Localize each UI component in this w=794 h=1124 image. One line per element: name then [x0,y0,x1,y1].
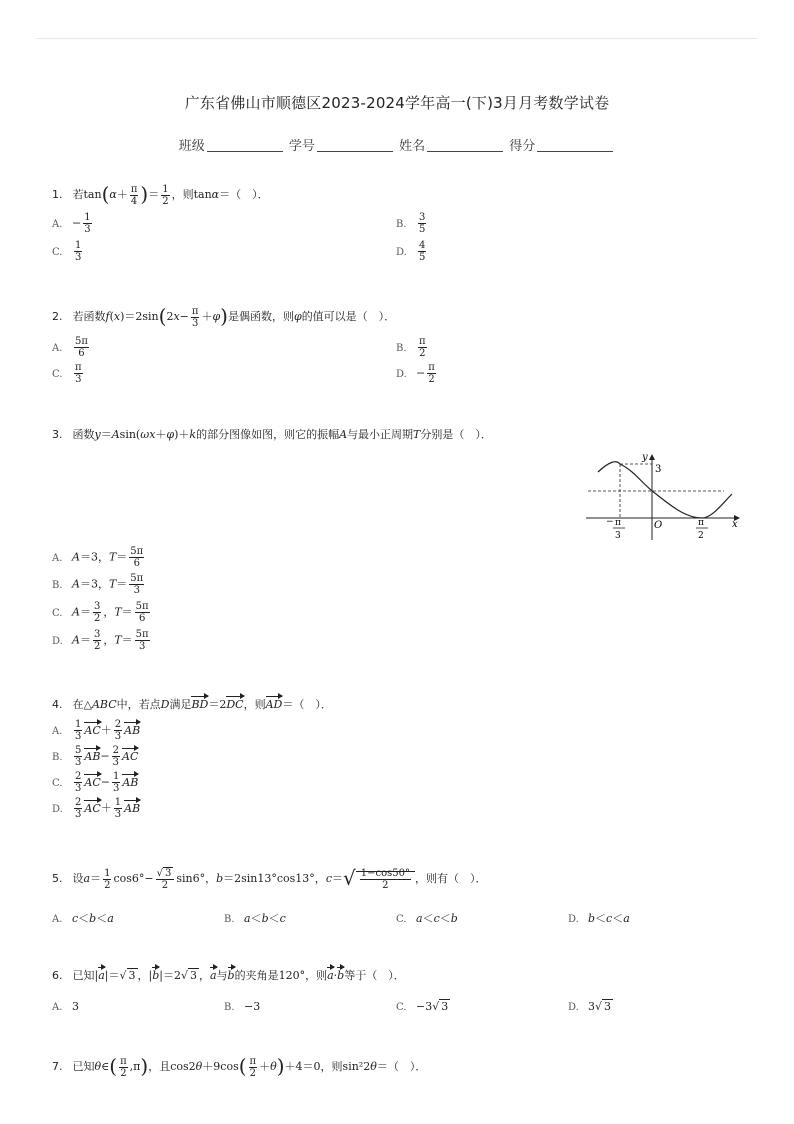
tick-neg-pi-3-num: − [606,517,614,527]
question-5 [52,866,486,891]
q-text: 与最小正周期 [347,428,414,441]
name-blank[interactable] [427,151,503,152]
q3-option-d[interactable]: D. A＝ $\frac{3}{2}$ ，T＝ $\frac{5\pi}{3}$ [52,629,149,652]
q-text: ，且 [148,1060,171,1073]
q-text: ＝（ ）． [282,698,332,711]
q2-option-a[interactable]: A. $\frac{5\pi}{6}$ [52,336,88,359]
score-blank[interactable] [537,151,613,152]
option-label: C. [396,1002,407,1013]
q6-option-a[interactable]: A. 3 [52,1000,79,1013]
q-text: ，则 [171,188,194,201]
option-label: B. [224,914,235,925]
option-label: D. [568,914,579,925]
q5-formula: a＝ $\frac{1}{2}$ cos6°− $\frac{√ 3}{2}$ sin6°，b＝2sin13°cos13°，c＝√ $\frac{1-\cos 50^\circ}{2}$ [84,872,415,885]
question-number: 2. [52,310,63,323]
header-rule [36,38,758,39]
q7-formula-theta: θ∈( $\frac{\pi}{2}$ ,π) [94,1054,149,1079]
option-label: B. [396,342,407,354]
question-1: 1. 若tan(α＋ $\frac{\pi}{4}$ )＝ $\frac{1}{2}$ ，则tanα＝（ ）． [52,182,269,207]
option-label: C. [52,607,63,619]
q6-formula: |a|＝√ 3 ，|b|＝2√ 3 ，a [94,969,217,982]
q-text: 等于（ ）． [344,969,405,982]
question-number: 6. [52,969,63,982]
tick-pi-2-bottom: 2 [698,531,704,541]
option-label: B. [224,1002,235,1013]
origin-label: O [654,520,663,531]
question-number: 7. [52,1060,63,1073]
y-axis-arrow [649,454,655,460]
page-title: 广东省佛山市顺德区2023-2024学年高一(下)3月月考数学试卷 [184,94,610,112]
option-label: C. [396,914,407,925]
option-label: D. [52,803,63,815]
q6-option-c[interactable]: C. −3√ 3 [396,1000,449,1013]
q1-option-a[interactable]: A. − $\frac{1}{3}$ [52,212,91,235]
option-label: D. [396,246,407,258]
option-label: D. [52,635,63,647]
y-axis-label: y [642,452,648,463]
tick-3: 3 [655,464,662,475]
q-text: 的值可以是（ ）． [301,310,396,323]
q5-option-c[interactable]: C. a＜c＜b [396,912,458,925]
q3-option-a[interactable]: A. A＝3，T＝ $\frac{5\pi}{6}$ [52,546,144,569]
q2-option-b[interactable]: B. $\frac{\pi}{2}$ [396,336,426,359]
id-label: 学号 [288,139,315,154]
question-number: 1. [52,188,63,201]
q6-option-d[interactable]: D. 3√ 3 [568,1000,612,1013]
class-blank[interactable] [207,151,283,152]
name-label: 姓名 [399,139,426,154]
q3-graph [584,452,744,542]
q1-option-d[interactable]: D. $\frac{4}{5}$ [396,240,426,263]
q3-formula: y＝Asin(ωx＋φ)＋k [94,428,197,441]
q-text: ，则 [320,1060,343,1073]
q4-option-b[interactable]: B. $\frac{5}{3}$ AB− $\frac{2}{3}$ AC [52,745,139,768]
q2-option-d[interactable]: D. − $\frac{\pi}{2}$ [396,362,435,385]
option-label: A. [52,725,63,737]
option-label: B. [396,218,407,230]
q-text: 的部分图像如图，则它的振幅 [196,428,340,441]
x-axis-label: x [732,519,738,530]
score-label: 得分 [509,139,536,154]
q5-option-b[interactable]: B. a＜b＜c [224,912,286,925]
option-label: B. [52,579,63,591]
option-label: D. [568,1002,579,1013]
q-text: 若函数 [72,310,106,323]
option-label: A. [52,342,63,354]
q-text: 函数 [72,428,95,441]
q-text: 与 [216,969,228,982]
class-label: 班级 [178,139,205,154]
tick-neg-pi-3-top: π [615,518,621,528]
question-number: 3. [52,428,63,441]
option-label: C. [52,368,63,380]
q4-option-d[interactable]: D. $\frac{2}{3}$ AC＋ $\frac{1}{3}$ AB [52,797,141,820]
q1-option-b[interactable]: B. $\frac{3}{5}$ [396,212,426,235]
question-2: 2. 若函数f(x)＝2sin(2x− $\frac{\pi}{3}$ ＋φ)是偶函数，则φ的值可以是（ ）． [52,304,396,329]
q-text: 是偶函数，则 [227,310,294,323]
q2-option-c[interactable]: C. $\frac{\pi}{3}$ [52,362,82,385]
q4-option-a[interactable]: A. $\frac{1}{3}$ AC＋ $\frac{2}{3}$ AB [52,719,141,742]
q-text: 中，若点 [116,698,161,711]
question-4: 4. 在△ABC中，若点D满足BD＝2DC，则AD＝（ ）． [52,698,332,711]
q-text: 已知 [72,969,95,982]
question-number: 4. [52,698,63,711]
question-number: 5. [52,872,63,885]
option-label: C. [52,246,63,258]
q-text: ＝（ ）． [219,188,269,201]
q-text: 满足 [169,698,192,711]
q2-formula: f(x)＝2sin(2x− $\frac{\pi}{3}$ ＋φ) [105,304,228,329]
q-text: 设 [72,872,84,885]
q4-option-c[interactable]: C. $\frac{2}{3}$ AC− $\frac{1}{3}$ AB [52,771,139,794]
student-info-row [0,135,794,154]
q-text: 若 [72,188,84,201]
q7-formula: cos2θ＋9cos( $\frac{\pi}{2}$ ＋θ)＋4＝0 [170,1054,321,1079]
q1-formula: tan(α＋ $\frac{\pi}{4}$ )＝ $\frac{1}{2}$ [83,182,169,207]
tick-neg-pi-3-bottom: 3 [615,531,621,541]
q-text: ，则 [243,698,266,711]
option-label: A. [52,552,63,564]
q-text: 分别是（ ）． [420,428,492,441]
q-text: ，则 [305,969,328,982]
q3-option-b[interactable]: B. A＝3，T＝ $\frac{5\pi}{3}$ [52,573,144,596]
q-text: 已知 [72,1060,95,1073]
tick-pi-2-top: π [698,518,704,528]
q6-option-b[interactable]: B. −3 [224,1000,261,1013]
q-text: 的夹角是 [234,969,279,982]
q5-option-d[interactable]: D. b＜c＜a [568,912,630,925]
q1-option-c[interactable]: C. $\frac{1}{3}$ [52,240,82,263]
q3-option-c[interactable]: C. A＝ $\frac{3}{2}$ ，T＝ $\frac{5\pi}{6}$ [52,601,149,624]
q-text: ，则有（ ）． [414,872,487,885]
option-label: B. [52,751,63,763]
sine-curve [598,462,732,518]
q-text: ＝（ ）． [376,1060,427,1073]
id-blank[interactable] [317,151,393,152]
option-label: A. [52,218,63,230]
option-label: C. [52,777,63,789]
question-3: 3. 函数y＝Asin(ωx＋φ)＋k的部分图像如图，则它的振幅A与最小正周期T分别是（ ）． [52,428,492,441]
q5-option-a[interactable]: A. c＜b＜a [52,912,114,925]
question-7: 7. 已知θ∈( $\frac{\pi}{2}$ ,π)，且cos2θ＋9cos( $\frac{\pi}{2}$ ＋θ)＋4＝0，则sin²2θ＝（ ）． [52,1054,427,1079]
q-text: 在 [72,698,84,711]
option-label: A. [52,1002,63,1013]
option-label: D. [396,368,407,380]
question-6: 6. 已知|a|＝√ 3 ，|b|＝2√ 3 ，a与b的夹角是120°，则a·b等于（ ）． [52,969,405,982]
option-label: A. [52,914,63,925]
